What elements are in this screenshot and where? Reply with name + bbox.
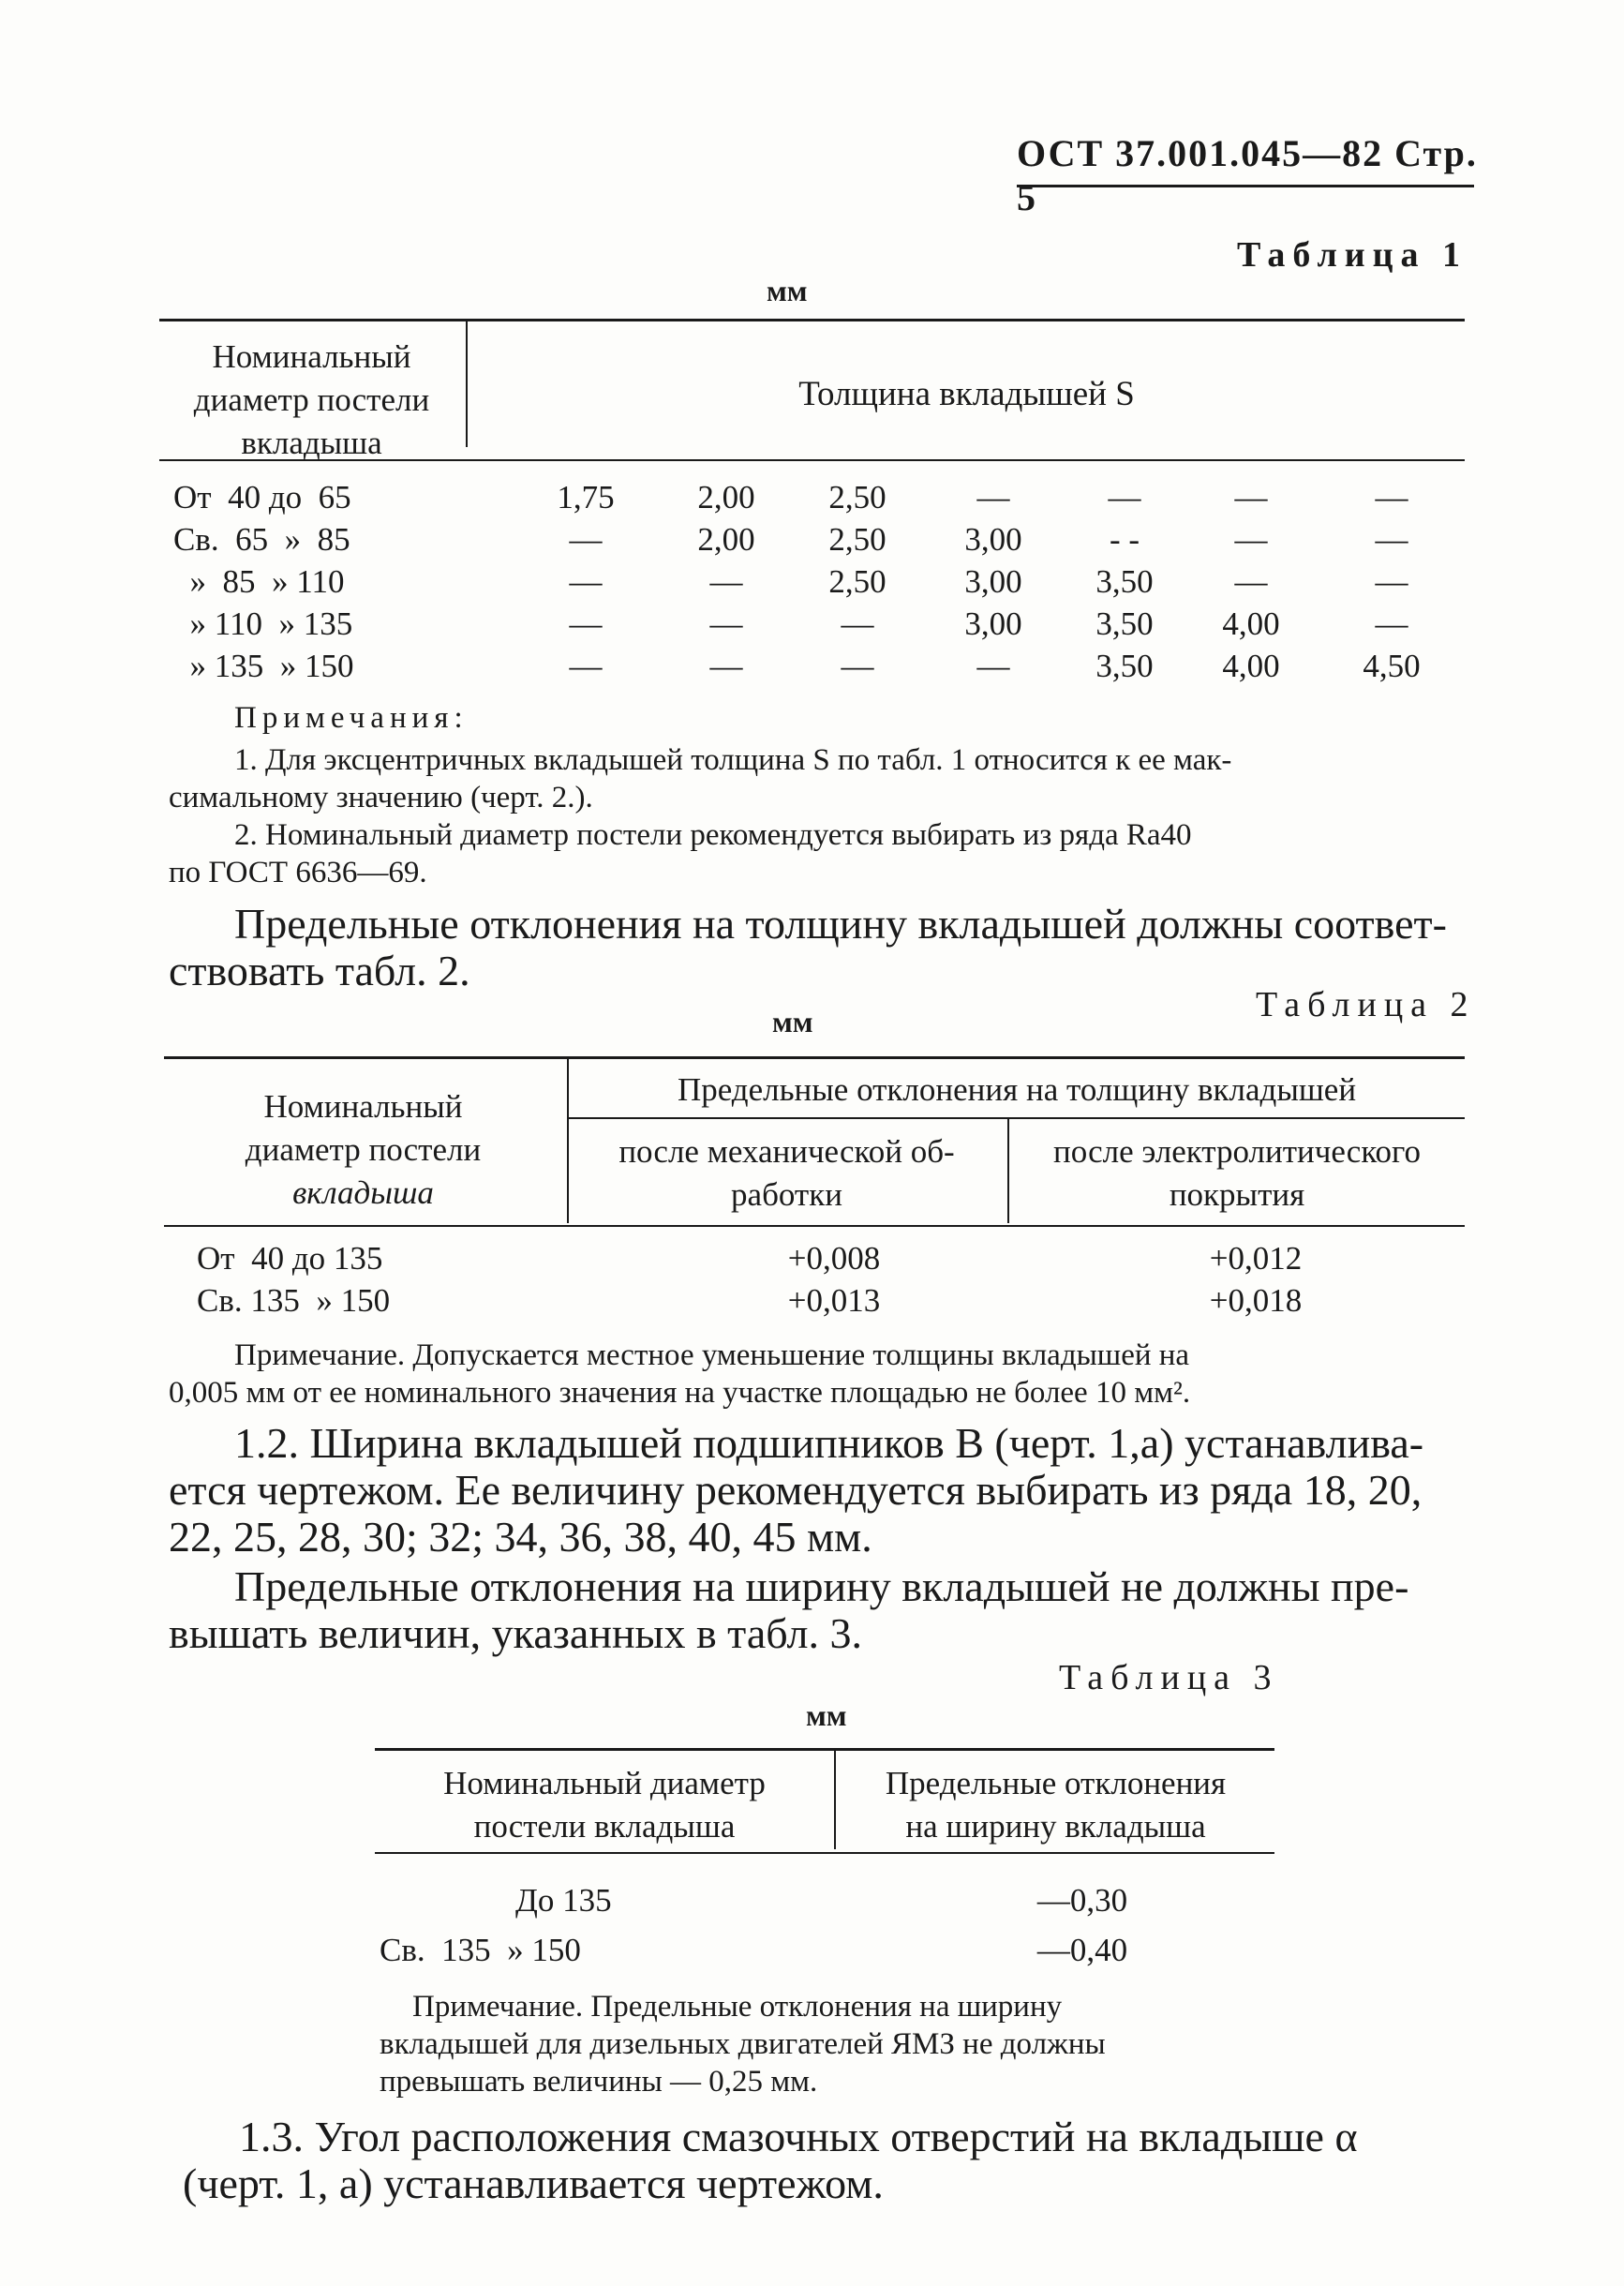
table2-top-rule [164,1056,1465,1059]
table1-cell: — [709,605,743,642]
table2-caption: Таблица 2 [1256,985,1476,1024]
table1-cell: — [1108,479,1141,515]
table1-cell: — [709,648,743,684]
table2-unit: мм [772,1005,813,1038]
table1-cell: 3,50 [1095,605,1154,642]
para3-line1: Предельные отклонения на ширину вкладышей не должны пре- [234,1562,1409,1610]
table1-cell: 2,00 [697,479,755,515]
table1-notes-title: Примечания: [234,701,469,735]
table1-cell: 3,50 [1095,648,1154,684]
table1-cell: - - [1109,521,1140,558]
table1-row-label: » 85 » 110 [173,563,345,600]
table1-note-1b: симальному значению (черт. 2.). [169,781,593,814]
table3-unit: мм [806,1698,847,1732]
para2-line1: 1.2. Ширина вкладышей подшипников B (черт. 1,а) устанавлива- [234,1419,1424,1467]
table3-note-line2: вкладышей для дизельных двигателей ЯМЗ не должны [380,2027,1106,2061]
table1-cell: — [1375,479,1408,515]
table1-cell: — [1375,563,1408,600]
table1-cell: — [1375,605,1408,642]
table1-cell: — [976,479,1010,515]
para1-line1: Предельные отклонения на толщину вкладышей должны соответ- [234,900,1447,948]
table2-row-value: +0,008 [787,1240,881,1277]
table1-cell: — [841,648,874,684]
table1-cell: — [1234,563,1268,600]
table1-cell: 3,50 [1095,563,1154,600]
table2-row-value: +0,012 [1209,1240,1303,1277]
table1-caption: Таблица 1 [1237,235,1468,275]
table2-head-left: Номинальный диаметр постели вкладыша [245,1088,482,1211]
para2-line2: ется чертежом. Ее величину рекомендуется выбирать из ряда 18, 20, [169,1466,1423,1514]
table1-cell: — [1375,521,1408,558]
table1-note-1a: 1. Для эксцентричных вкладышей толщина S по табл. 1 относится к ее мак- [234,743,1232,777]
table1-cell: — [976,648,1010,684]
table1-row-label: » 110 » 135 [173,605,353,642]
para1-line2: ствовать табл. 2. [169,947,470,994]
header-underline [1017,185,1474,187]
table3-head-rule [375,1852,1274,1854]
table1-note-2a: 2. Номинальный диаметр постели рекомендуется выбирать из ряда Ra40 [234,818,1192,852]
table1-cell: — [1234,521,1268,558]
table1-cell: 2,50 [828,521,886,558]
table1-head-left: Номинальный диаметр постели вкладыша [193,338,430,461]
table1-unit: мм [767,274,808,307]
table1-head-right: Толщина вкладышей S [798,375,1135,413]
table1-cell: 4,00 [1222,648,1280,684]
table3-row-label: До 135 [515,1882,612,1919]
table3-row-label: Св. 135 » 150 [380,1932,581,1968]
table1-cell: — [569,521,603,558]
table1-cell: 4,50 [1363,648,1421,684]
table3-head-left: Номинальный диаметр постели вкладыша [443,1765,766,1845]
table1-cell: — [1234,479,1268,515]
table3-row-value: —0,30 [1036,1882,1128,1919]
para4-line2: (черт. 1, а) устанавливается чертежом. [183,2159,884,2207]
table1-cell: — [569,648,603,684]
table1-cell: — [569,605,603,642]
table2-row-value: +0,018 [1209,1282,1303,1319]
table2-head-top: Предельные отклонения на толщину вкладышей [677,1071,1357,1108]
table1-cell: 3,00 [964,521,1022,558]
table1-cell: 1,75 [557,479,615,515]
table3-caption: Таблица 3 [1059,1658,1279,1697]
table1-cell: 2,00 [697,521,755,558]
para2-line3: 22, 25, 28, 30; 32; 34, 36, 38, 40, 45 мм. [169,1513,872,1561]
para4-line1: 1.3. Угол расположения смазочных отверстий на вкладыше α [239,2113,1358,2160]
table2-head-sub1: после механической об- работки [618,1133,955,1213]
page-header: ОСТ 37.001.045—82 Стр. 5 [1017,132,1478,218]
table2-note-line2: 0,005 мм от ее номинального значения на участке площадью не более 10 мм². [169,1376,1191,1410]
table1-cell: 3,00 [964,605,1022,642]
table3-head-right: Предельные отклонения на ширину вкладыша [885,1765,1227,1845]
table2-head-sub2: после электролитического покрытия [1052,1133,1422,1213]
table2-row-label: От 40 до 135 [197,1240,383,1277]
table1-head-rule [159,459,1465,461]
table1-cell: — [709,563,743,600]
table2-row-label: Св. 135 » 150 [197,1282,391,1319]
table1-cell: — [569,563,603,600]
table1-cell: 2,50 [828,563,886,600]
para3-line2: вышать величин, указанных в табл. 3. [169,1609,862,1657]
table3-row-value: —0,40 [1036,1932,1128,1968]
table2-row-value: +0,013 [787,1282,881,1319]
table2-note-line1: Примечание. Допускается местное уменьшение толщины вкладышей на [234,1338,1190,1372]
table3-note-line1: Примечание. Предельные отклонения на ширину [412,1990,1063,2024]
table1-top-rule [159,319,1465,321]
table2-head-rule [164,1225,1465,1227]
table1-note-2b: по ГОСТ 6636—69. [169,856,427,889]
table1-row-label: Св. 65 » 85 [173,521,350,558]
table1-cell: 2,50 [828,479,886,515]
table1-row-label: От 40 до 65 [173,479,351,515]
table1-cell: — [841,605,874,642]
table3-head-divider [834,1751,836,1849]
table3-top-rule [375,1748,1274,1751]
table3-note-line3: превышать величины — 0,25 мм. [380,2065,818,2099]
table1-cell: 3,00 [964,563,1022,600]
table1-row-label: » 135 » 150 [173,648,354,684]
table2-sub-rule [569,1117,1465,1119]
table1-head-divider [466,321,468,447]
table1-cell: 4,00 [1222,605,1280,642]
